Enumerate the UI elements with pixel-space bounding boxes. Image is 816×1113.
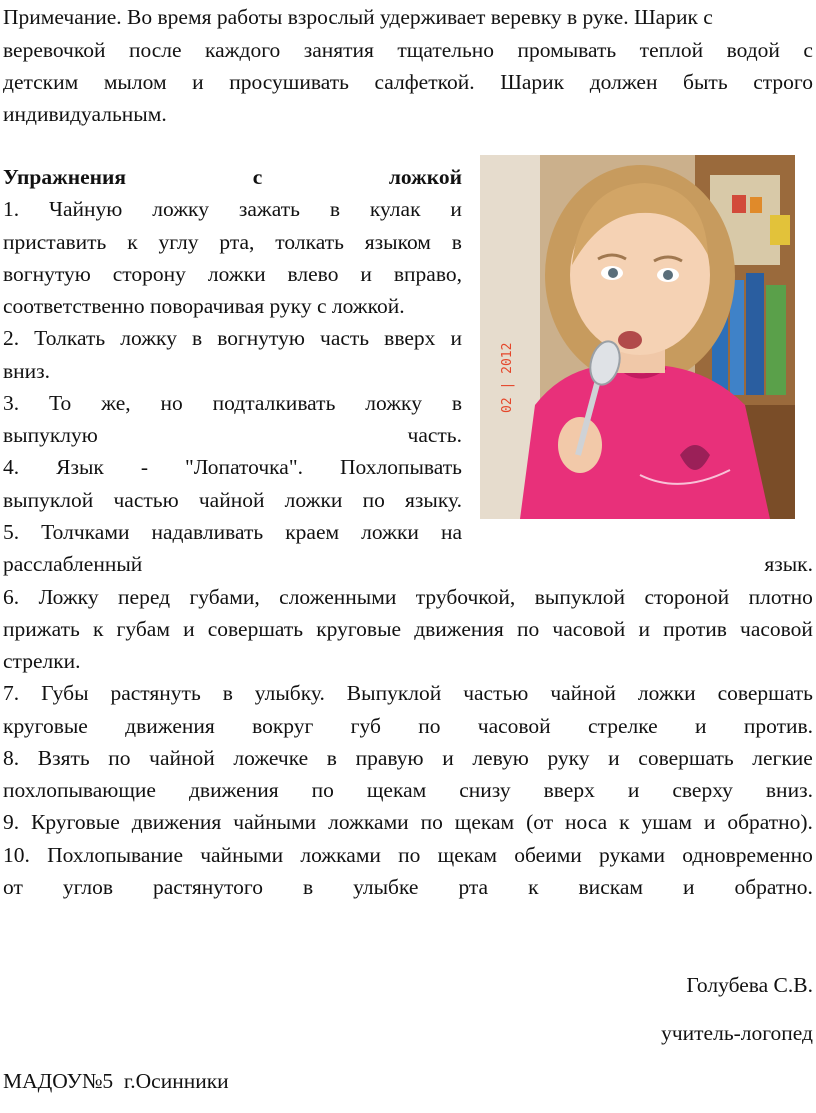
exercise-line <box>3 839 813 871</box>
word: 3. <box>3 391 20 415</box>
word: улыбку. <box>254 681 325 705</box>
word: язык. <box>764 552 813 576</box>
word: но <box>160 391 183 415</box>
word: совершать <box>638 746 734 770</box>
exercise-line <box>3 871 813 903</box>
word: с <box>252 165 263 189</box>
word: углу <box>158 230 199 254</box>
word: сторону <box>112 262 186 286</box>
word: То <box>49 391 72 415</box>
exercise-line <box>3 548 813 580</box>
word: левую <box>472 746 529 770</box>
note-line-2 <box>3 34 813 66</box>
word: углов <box>62 875 113 899</box>
word: 9. <box>3 810 20 834</box>
exercise-line <box>3 387 462 419</box>
note-line-1-text: Примечание. Во время работы взрослый удерживает веревку в руке. Шарик с <box>3 5 713 29</box>
exercise-line <box>3 322 462 354</box>
photo-illustration <box>480 155 795 519</box>
word: водой <box>726 38 780 62</box>
word: с <box>803 38 813 62</box>
exercise-line <box>3 516 462 548</box>
word: вогнутую <box>3 262 91 286</box>
word: салфеткой. <box>374 70 475 94</box>
word: чайными <box>233 810 317 834</box>
word: сверху <box>672 778 733 802</box>
word: расслабленный <box>3 552 143 576</box>
word: занятия <box>303 38 374 62</box>
word: ложки <box>207 262 266 286</box>
word: просушивать <box>229 70 349 94</box>
word: круговые <box>3 714 88 738</box>
word: по <box>108 746 131 770</box>
word: обеими <box>514 843 582 867</box>
word: теплой <box>639 38 704 62</box>
exercise-line <box>3 258 462 290</box>
word: и <box>450 197 462 221</box>
word: губами, <box>189 585 260 609</box>
word: ложки <box>637 681 696 705</box>
word: чайными <box>200 843 284 867</box>
word: движения <box>414 617 504 641</box>
author-role: учитель-логопед <box>661 1021 813 1045</box>
word: Выпуклой <box>346 681 442 705</box>
word: ложку <box>365 391 422 415</box>
word: Похлопывание <box>47 843 183 867</box>
word: должен <box>589 70 658 94</box>
word: краем <box>285 520 340 544</box>
word: часовой <box>740 617 813 641</box>
exercise-line <box>3 484 462 516</box>
word: улыбке <box>353 875 419 899</box>
word: плотно <box>748 585 813 609</box>
word: по <box>516 617 540 641</box>
word: стороной <box>644 585 730 609</box>
word: против <box>663 617 727 641</box>
word: и <box>638 617 650 641</box>
word: руку <box>547 746 590 770</box>
word: к <box>127 230 138 254</box>
word: правую <box>355 746 424 770</box>
word: Толкать <box>34 326 106 350</box>
word: толкать <box>275 230 344 254</box>
word: 2. <box>3 326 20 350</box>
word: щекам <box>437 843 498 867</box>
word: и <box>695 714 707 738</box>
word: в <box>302 875 314 899</box>
word: растянутого <box>152 875 263 899</box>
word: после <box>128 38 182 62</box>
word: вниз. <box>765 778 813 802</box>
word: ложки <box>361 520 419 544</box>
word: трубочкой, <box>415 585 516 609</box>
word: щекам <box>454 810 515 834</box>
word: в <box>326 746 337 770</box>
word: быть <box>683 70 728 94</box>
word: по <box>311 778 334 802</box>
word: Губы <box>41 681 89 705</box>
word: же, <box>101 391 131 415</box>
exercise-line <box>3 419 462 451</box>
word: подталкивать <box>212 391 336 415</box>
word: зажать <box>238 197 300 221</box>
note-line-3 <box>3 66 813 98</box>
word: вогнутую <box>217 326 305 350</box>
word: Шарик <box>500 70 565 94</box>
word: приставить <box>3 230 107 254</box>
word: рта <box>458 875 489 899</box>
word: 10. <box>3 843 30 867</box>
word: Похлопывать <box>339 455 462 479</box>
word: прижать <box>3 617 80 641</box>
word: языку. <box>405 488 462 512</box>
word: стрелке <box>588 714 658 738</box>
word: по <box>362 488 385 512</box>
word: "Лопаточка". <box>184 455 303 479</box>
exercise-line: стрелки. <box>3 649 81 673</box>
word: кулак <box>369 197 421 221</box>
word: в <box>451 230 462 254</box>
word: в <box>329 197 340 221</box>
word: к <box>619 810 630 834</box>
word: строго <box>753 70 813 94</box>
word: вокруг <box>252 714 314 738</box>
word: снизу <box>459 778 511 802</box>
word: надавливать <box>151 520 264 544</box>
word: и <box>183 617 195 641</box>
word: выпуклую <box>3 423 98 447</box>
word: рта, <box>219 230 255 254</box>
word: против. <box>743 714 813 738</box>
word: губ <box>350 714 381 738</box>
word: 8. <box>3 746 20 770</box>
word: губам <box>116 617 170 641</box>
word: веревочкой <box>3 38 106 62</box>
word: обратно. <box>734 875 813 899</box>
word: детским <box>3 70 79 94</box>
word: часть <box>320 326 370 350</box>
word: 1. <box>3 197 20 221</box>
word: на <box>440 520 462 544</box>
word: по <box>398 843 421 867</box>
word: растянуть <box>110 681 201 705</box>
word: перед <box>118 585 171 609</box>
exercise-line <box>3 677 813 709</box>
word: щекам <box>366 778 427 802</box>
word: движения <box>188 778 279 802</box>
word: и <box>703 810 716 834</box>
word: выпуклой <box>3 488 94 512</box>
word: ложки <box>284 488 343 512</box>
word: 4. <box>3 455 20 479</box>
word: ложечке <box>233 746 309 770</box>
word: в <box>451 391 462 415</box>
word: сложенными <box>279 585 397 609</box>
word: чайной <box>198 488 265 512</box>
word: ложками <box>328 810 409 834</box>
word: носа <box>565 810 608 834</box>
word: от <box>3 875 23 899</box>
word: вискам <box>578 875 643 899</box>
word: совершать <box>717 681 813 705</box>
word: вверх <box>543 778 595 802</box>
word: ушам <box>641 810 692 834</box>
exercise-line <box>3 581 813 613</box>
word: Круговые <box>31 810 120 834</box>
word: часовой <box>552 617 626 641</box>
exercise-line <box>3 193 462 225</box>
word: совершать <box>207 617 304 641</box>
word: по <box>420 810 443 834</box>
word: каждого <box>205 38 281 62</box>
child-with-spoon-photo <box>480 155 795 519</box>
word: Упражнения <box>3 165 127 189</box>
word: и <box>682 875 695 899</box>
author-name: Голубева С.В. <box>686 973 813 997</box>
word: 6. <box>3 585 20 609</box>
word: 7. <box>3 681 20 705</box>
exercise-line <box>3 742 813 774</box>
word: языком <box>364 230 431 254</box>
word: по <box>418 714 441 738</box>
exercise-line <box>3 451 462 483</box>
word: круговые <box>316 617 402 641</box>
word: ложку <box>152 197 209 221</box>
exercise-line <box>3 226 462 258</box>
word: движения <box>131 810 222 834</box>
word: и <box>192 70 204 94</box>
word: движения <box>125 714 215 738</box>
word: чайной <box>149 746 215 770</box>
word: часть. <box>407 423 462 447</box>
word: (от <box>526 810 554 834</box>
word: чайной <box>550 681 616 705</box>
exercise-line <box>3 710 813 742</box>
word: влево <box>287 262 339 286</box>
word: Чайную <box>49 197 123 221</box>
word: мылом <box>103 70 167 94</box>
word: выпуклой <box>534 585 626 609</box>
word: и <box>442 746 454 770</box>
exercise-line <box>3 613 813 645</box>
word: Язык <box>56 455 104 479</box>
word: в <box>192 326 203 350</box>
word: Толчками <box>41 520 130 544</box>
word: вправо, <box>393 262 462 286</box>
word: частью <box>463 681 529 705</box>
word: и <box>360 262 372 286</box>
word: вверх <box>384 326 436 350</box>
word: к <box>528 875 539 899</box>
word: и <box>450 326 462 350</box>
word: в <box>222 681 233 705</box>
exercise-line <box>3 774 813 806</box>
word: легкие <box>752 746 813 770</box>
word: руками <box>599 843 666 867</box>
word: похлопывающие <box>3 778 156 802</box>
word: обратно). <box>727 810 813 834</box>
word: ложками <box>300 843 381 867</box>
organization: МАДОУ№5 г.Осинники <box>3 1069 229 1093</box>
word: и <box>608 746 620 770</box>
word: одновременно <box>682 843 813 867</box>
word: к <box>92 617 104 641</box>
word: частью <box>113 488 179 512</box>
word: 5. <box>3 520 20 544</box>
word: тщательно <box>397 38 495 62</box>
exercise-line: соответственно поворачивая руку с ложкой. <box>3 294 405 318</box>
word: ложку <box>120 326 177 350</box>
word: - <box>140 455 148 479</box>
word: промывать <box>517 38 617 62</box>
exercise-line <box>3 806 813 838</box>
word: часовой <box>477 714 551 738</box>
section-title <box>3 161 462 193</box>
date-stamp: 02 | 2012 <box>500 342 515 413</box>
note-line-1 <box>3 1 813 33</box>
word: Взять <box>37 746 90 770</box>
exercise-line: вниз. <box>3 359 51 383</box>
word: и <box>627 778 640 802</box>
note-line-4: индивидуальным. <box>3 102 167 126</box>
word: Ложку <box>38 585 99 609</box>
word: ложкой <box>388 165 462 189</box>
